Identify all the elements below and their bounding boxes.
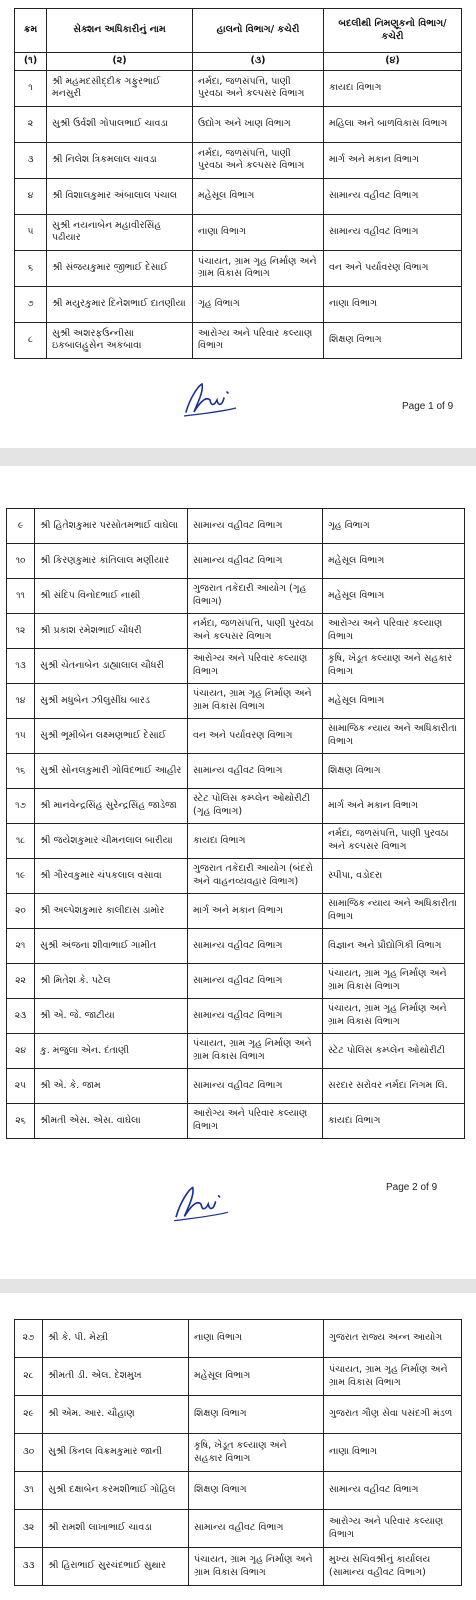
- table-row: [7, 719, 465, 754]
- new-department-cell: આરોગ્ય અને પરિવાર કલ્યાણ વિભાગ: [323, 614, 465, 649]
- officer-name-cell: શ્રી સંજયકુમાર જીભાઈ દેસાઈ: [47, 250, 193, 286]
- index-col-4: (૪): [324, 53, 462, 71]
- serial-no-cell: ૨૭: [15, 1320, 43, 1358]
- serial-no-cell: ૨૬: [7, 1104, 35, 1139]
- new-department-cell: માર્ગ અને મકાન વિભાગ: [323, 789, 465, 824]
- officer-name-cell: સુશ્રી નયનાબેન મહાવીરસિંહ પઢીયાર: [47, 214, 193, 250]
- serial-no-cell: ૧૭: [7, 789, 35, 824]
- current-department-cell: વન અને પર્યાવરણ વિભાગ: [188, 719, 323, 754]
- current-department-cell: માર્ગ અને મકાન વિભાગ: [188, 894, 323, 929]
- table-row: [7, 964, 465, 999]
- serial-no-cell: ૩૨: [15, 1510, 43, 1548]
- officer-name-cell: શ્રી પ્રકાશ રમેશભાઈ ચૌધરી: [35, 614, 188, 649]
- new-department-cell: પંચાયત, ગ્રામ ગૃહ નિર્માણ અને ગ્રામ વિકાસ વિભાગ: [323, 999, 465, 1034]
- serial-no-cell: ૪: [15, 178, 47, 214]
- table-row: [15, 1320, 462, 1358]
- serial-no-cell: ૨૫: [7, 1069, 35, 1104]
- current-department-cell: સામાન્ય વહીવટ વિભાગ: [188, 964, 323, 999]
- serial-no-cell: ૫: [15, 214, 47, 250]
- table-row: [15, 106, 462, 142]
- table-row: [7, 1069, 465, 1104]
- table-row: [7, 999, 465, 1034]
- new-department-cell: નર્મદા, જળસંપત્તિ, પાણી પુરવઠા અને કલ્પસર વિભાગ: [323, 824, 465, 859]
- new-department-cell: પંચાયત, ગ્રામ ગૃહ નિર્માણ અને ગ્રામ વિકાસ વિભાગ: [323, 964, 465, 999]
- officer-transfer-table: [14, 1319, 462, 1586]
- new-department-cell: કૃષિ, ખેડૂત કલ્યાણ અને સહકાર વિભાગ: [323, 649, 465, 684]
- table-row: [7, 929, 465, 964]
- document-page-2: [0, 466, 476, 1279]
- index-col-2: (૨): [47, 53, 193, 71]
- table-row: [7, 684, 465, 719]
- header-new-department: બદલીથી નિમણૂકનો વિભાગ/કચેરી: [324, 9, 462, 53]
- current-department-cell: પંચાયત, ગ્રામ ગૃહ નિર્માણ અને ગ્રામ વિકાસ વિભાગ: [193, 250, 324, 286]
- officer-transfer-table: [6, 508, 465, 1139]
- serial-no-cell: ૧૫: [7, 719, 35, 754]
- officer-name-cell: શ્રીમતી એસ. એસ. વાઘેલા: [35, 1104, 188, 1139]
- officer-name-cell: શ્રીમતી ડી. એલ. દેશમુખ: [43, 1358, 189, 1396]
- table-row: [7, 649, 465, 684]
- current-department-cell: કાયદા વિભાગ: [188, 824, 323, 859]
- officer-name-cell: શ્રી એ. કે. જામ: [35, 1069, 188, 1104]
- new-department-cell: મુખ્ય સચિવશ્રીનું કાર્યાલય (સામાન્ય વહીવટ વિભાગ): [324, 1548, 462, 1586]
- serial-no-cell: ૮: [15, 322, 47, 358]
- officer-name-cell: સુશ્રી અંજના શીવાભાઈ ગામીત: [35, 929, 188, 964]
- table-header-row: [15, 9, 462, 53]
- current-department-cell: ગુજરાત તકેદારી આયોગ (ગૃહ વિભાગ): [188, 579, 323, 614]
- new-department-cell: વિજ્ઞાન અને પ્રૌદ્યોગિકી વિભાગ: [323, 929, 465, 964]
- current-department-cell: નાણા વિભાગ: [189, 1320, 324, 1358]
- current-department-cell: નર્મદા, જળસંપત્તિ, પાણી પુરવઠા અને કલ્પસર વિભાગ: [193, 142, 324, 178]
- serial-no-cell: ૨૮: [15, 1358, 43, 1396]
- new-department-cell: ગુજરાત રાજ્ય અન્ન આયોગ: [324, 1320, 462, 1358]
- table-row: [7, 894, 465, 929]
- table-row: [7, 1034, 465, 1069]
- serial-no-cell: ૧૧: [7, 579, 35, 614]
- new-department-cell: નાણા વિભાગ: [324, 286, 462, 322]
- header-current-department: હાલનો વિભાગ/ કચેરી: [193, 9, 324, 53]
- current-department-cell: આરોગ્ય અને પરિવાર કલ્યાણ વિભાગ: [188, 649, 323, 684]
- serial-no-cell: ૩૧: [15, 1472, 43, 1510]
- header-serial-no: ક્રમ: [15, 9, 47, 53]
- current-department-cell: આરોગ્ય અને પરિવાર કલ્યાણ વિભાગ: [188, 1104, 323, 1139]
- current-department-cell: પંચાયત, ગ્રામ ગૃહ નિર્માણ અને ગ્રામ વિકાસ વિભાગ: [189, 1548, 324, 1586]
- new-department-cell: કાયદા વિભાગ: [323, 1104, 465, 1139]
- officer-name-cell: શ્રી કિરણકુમાર કાંતિલાલ મણીયાર: [35, 544, 188, 579]
- officer-name-cell: સુશ્રી ચેતનાબેન ડાહ્યાલાલ ચૌધરી: [35, 649, 188, 684]
- serial-no-cell: ૧: [15, 70, 47, 106]
- table-row: [15, 214, 462, 250]
- officer-name-cell: શ્રી ગૌરવકુમાર ચંપકલાલ વસાવા: [35, 859, 188, 894]
- table-row: [15, 1472, 462, 1510]
- table-row: [15, 1434, 462, 1472]
- current-department-cell: શિક્ષણ વિભાગ: [189, 1396, 324, 1434]
- index-col-3: (૩): [193, 53, 324, 71]
- serial-no-cell: ૨૩: [7, 999, 35, 1034]
- signature-image: [180, 378, 240, 418]
- officer-name-cell: સુશ્રી ઉર્વશી ગોપાલભાઈ ચાવડા: [47, 106, 193, 142]
- new-department-cell: સામાન્ય વહીવટ વિભાગ: [324, 1472, 462, 1510]
- officer-name-cell: શ્રી કે. પી. મેસ્ત્રી: [43, 1320, 189, 1358]
- new-department-cell: ગૃહ વિભાગ: [323, 509, 465, 544]
- serial-no-cell: ૧૨: [7, 614, 35, 649]
- table-row: [7, 509, 465, 544]
- current-department-cell: આરોગ્ય અને પરિવાર કલ્યાણ વિભાગ: [193, 322, 324, 358]
- serial-no-cell: ૭: [15, 286, 47, 322]
- officer-name-cell: શ્રી માનવેન્દ્રસિંહ સુરેન્દ્રસિંહ જાડેજા: [35, 789, 188, 824]
- officer-name-cell: કુ. મંજુલા એન. દંતાણી: [35, 1034, 188, 1069]
- serial-no-cell: ૨૨: [7, 964, 35, 999]
- page-gap: [0, 1279, 476, 1293]
- serial-no-cell: ૩: [15, 142, 47, 178]
- table-row: [7, 789, 465, 824]
- officer-name-cell: શ્રી હિરાભાઈ સુરચંદભાઈ સુથાર: [43, 1548, 189, 1586]
- serial-no-cell: ૩૩: [15, 1548, 43, 1586]
- current-department-cell: નાણા વિભાગ: [193, 214, 324, 250]
- current-department-cell: સામાન્ય વહીવટ વિભાગ: [188, 1069, 323, 1104]
- current-department-cell: સામાન્ય વહીવટ વિભાગ: [188, 754, 323, 789]
- new-department-cell: સામાન્ય વહીવટ વિભાગ: [324, 178, 462, 214]
- new-department-cell: શિક્ષણ વિભાગ: [324, 322, 462, 358]
- new-department-cell: પંચાયત, ગ્રામ ગૃહ નિર્માણ અને ગ્રામ વિકાસ વિભાગ: [324, 1358, 462, 1396]
- new-department-cell: સ્ટેટ પોલિસ કમ્પ્લેન ઓથોરીટી: [323, 1034, 465, 1069]
- new-department-cell: કાયદા વિભાગ: [324, 70, 462, 106]
- table-row: [7, 614, 465, 649]
- officer-name-cell: શ્રી મયુરકુમાર દિનેશભાઈ દાતણીયા: [47, 286, 193, 322]
- serial-no-cell: ૯: [7, 509, 35, 544]
- table-row: [7, 1104, 465, 1139]
- table-row: [7, 754, 465, 789]
- new-department-cell: સામાજિક ન્યાય અને અધિકારીતા વિભાગ: [323, 719, 465, 754]
- officer-name-cell: શ્રી મહમદસીદ્દીક ગફુરભાઈ મનસુરી: [47, 70, 193, 106]
- serial-no-cell: ૨૦: [7, 894, 35, 929]
- new-department-cell: મહેસૂલ વિભાગ: [323, 684, 465, 719]
- page-number: Page 1 of 9: [402, 401, 454, 412]
- officer-name-cell: શ્રી જયેશકુમાર ચીમનલાલ બારીયા: [35, 824, 188, 859]
- document-page-1: [0, 0, 476, 448]
- current-department-cell: ઉદ્યોગ અને ખાણ વિભાગ: [193, 106, 324, 142]
- table-row: [15, 70, 462, 106]
- current-department-cell: સ્ટેટ પોલિસ કમ્પ્લેન ઓથોરીટી (ગૃહ વિભાગ): [188, 789, 323, 824]
- table-index-row: [15, 53, 462, 71]
- officer-name-cell: સુશ્રી મધુબેન ઝીલુસીંઘ બારડ: [35, 684, 188, 719]
- officer-name-cell: શ્રી રામશી લાખાભાઈ ચાવડા: [43, 1510, 189, 1548]
- page-number: Page 2 of 9: [386, 1182, 438, 1193]
- officer-name-cell: શ્રી નિલેશ ત્રિકમલાલ ચાવડા: [47, 142, 193, 178]
- table-row: [15, 286, 462, 322]
- new-department-cell: સામાન્ય વહીવટ વિભાગ: [324, 214, 462, 250]
- document-page-3: [0, 1293, 476, 1600]
- table-row: [15, 1548, 462, 1586]
- new-department-cell: ગુજરાત ગૌણ સેવા પસંદગી મંડળ: [324, 1396, 462, 1434]
- officer-transfer-table: [14, 8, 462, 359]
- table-row: [15, 178, 462, 214]
- serial-no-cell: ૧૪: [7, 684, 35, 719]
- new-department-cell: વન અને પર્યાવરણ વિભાગ: [324, 250, 462, 286]
- serial-no-cell: ૧૬: [7, 754, 35, 789]
- signature-image: [170, 1180, 232, 1224]
- new-department-cell: આરોગ્ય અને પરિવાર કલ્યાણ વિભાગ: [324, 1510, 462, 1548]
- current-department-cell: પંચાયત, ગ્રામ ગૃહ નિર્માણ અને ગ્રામ વિકાસ વિભાગ: [188, 1034, 323, 1069]
- current-department-cell: નર્મદા, જળસંપત્તિ, પાણી પુરવઠા અને કલ્પસર વિભાગ: [188, 614, 323, 649]
- serial-no-cell: ૧૩: [7, 649, 35, 684]
- officer-name-cell: શ્રી એમ. આર. ચૌહાણ: [43, 1396, 189, 1434]
- table-row: [15, 142, 462, 178]
- serial-no-cell: ૨: [15, 106, 47, 142]
- current-department-cell: સામાન્ય વહીવટ વિભાગ: [188, 929, 323, 964]
- officer-name-cell: સુશ્રી અશરફઉન્નીસા ઇકબાલહુસેન અકબાવા: [47, 322, 193, 358]
- table-row: [15, 1510, 462, 1548]
- serial-no-cell: ૧૯: [7, 859, 35, 894]
- current-department-cell: નર્મદા, જળસંપત્તિ, પાણી પુરવઠા અને કલ્પસર વિભાગ: [193, 70, 324, 106]
- current-department-cell: કૃષિ, ખેડૂત કલ્યાણ અને સહકાર વિભાગ: [189, 1434, 324, 1472]
- serial-no-cell: ૨૧: [7, 929, 35, 964]
- current-department-cell: સામાન્ય વહીવટ વિભાગ: [188, 509, 323, 544]
- serial-no-cell: ૨૪: [7, 1034, 35, 1069]
- current-department-cell: ગૃહ વિભાગ: [193, 286, 324, 322]
- current-department-cell: પંચાયત, ગ્રામ ગૃહ નિર્માણ અને ગ્રામ વિકાસ વિભાગ: [188, 684, 323, 719]
- table-row: [15, 322, 462, 358]
- current-department-cell: સામાન્ય વહીવટ વિભાગ: [188, 544, 323, 579]
- serial-no-cell: ૧૮: [7, 824, 35, 859]
- page-gap: [0, 448, 476, 466]
- table-row: [15, 1358, 462, 1396]
- officer-name-cell: શ્રી વિશાલકુમાર અંબાલાલ પંચાલ: [47, 178, 193, 214]
- new-department-cell: મહિલા અને બાળવિકાસ વિભાગ: [324, 106, 462, 142]
- current-department-cell: સામાન્ય વહીવટ વિભાગ: [188, 999, 323, 1034]
- current-department-cell: સામાન્ય વહીવટ વિભાગ: [189, 1510, 324, 1548]
- current-department-cell: મહેસૂલ વિભાગ: [193, 178, 324, 214]
- officer-name-cell: સુશ્રી કિનલ વિક્રમકુમાર જાની: [43, 1434, 189, 1472]
- officer-name-cell: સુશ્રી સોનલકુમારી ગોવિંદભાઈ આહીર: [35, 754, 188, 789]
- current-department-cell: મહેસૂલ વિભાગ: [189, 1358, 324, 1396]
- header-officer-name: સેક્શન અધિકારીનું નામ: [47, 9, 193, 53]
- serial-no-cell: ૨૯: [15, 1396, 43, 1434]
- new-department-cell: માર્ગ અને મકાન વિભાગ: [324, 142, 462, 178]
- officer-name-cell: શ્રી અલ્પેશકુમાર કાલીદાસ ડામોર: [35, 894, 188, 929]
- table-row: [7, 544, 465, 579]
- officer-name-cell: શ્રી એ. જે. જાટીયા: [35, 999, 188, 1034]
- officer-name-cell: શ્રી હિતેશકુમાર પરસોતમભાઈ વાઘેલા: [35, 509, 188, 544]
- officer-name-cell: શ્રી સંદિપ વિનોદભાઈ નાથી: [35, 579, 188, 614]
- table-row: [7, 824, 465, 859]
- table-row: [7, 859, 465, 894]
- serial-no-cell: ૩૦: [15, 1434, 43, 1472]
- new-department-cell: નાણા વિભાગ: [324, 1434, 462, 1472]
- index-col-1: (૧): [15, 53, 47, 71]
- table-row: [15, 1396, 462, 1434]
- current-department-cell: શિક્ષણ વિભાગ: [189, 1472, 324, 1510]
- new-department-cell: શિક્ષણ વિભાગ: [323, 754, 465, 789]
- new-department-cell: મહેસૂલ વિભાગ: [323, 579, 465, 614]
- new-department-cell: સામાજિક ન્યાય અને અધિકારીતા વિભાગ: [323, 894, 465, 929]
- new-department-cell: મહેસૂલ વિભાગ: [323, 544, 465, 579]
- officer-name-cell: સુશ્રી દક્ષાબેન કરમશીભાઈ ગોહિલ: [43, 1472, 189, 1510]
- current-department-cell: ગુજરાત તકેદારી આયોગ (બંદરો અને વાહનવ્યવહાર વિભાગ): [188, 859, 323, 894]
- new-department-cell: સરદાર સરોવર નર્મદા નિગમ લિ.: [323, 1069, 465, 1104]
- new-department-cell: સ્પીપા, વડોદરા: [323, 859, 465, 894]
- serial-no-cell: ૬: [15, 250, 47, 286]
- table-row: [15, 250, 462, 286]
- serial-no-cell: ૧૦: [7, 544, 35, 579]
- table-row: [7, 579, 465, 614]
- officer-name-cell: સુશ્રી ભૂમીબેન લક્ષ્મણભાઈ દેસાઈ: [35, 719, 188, 754]
- officer-name-cell: શ્રી મિતેશ કે. પટેલ: [35, 964, 188, 999]
